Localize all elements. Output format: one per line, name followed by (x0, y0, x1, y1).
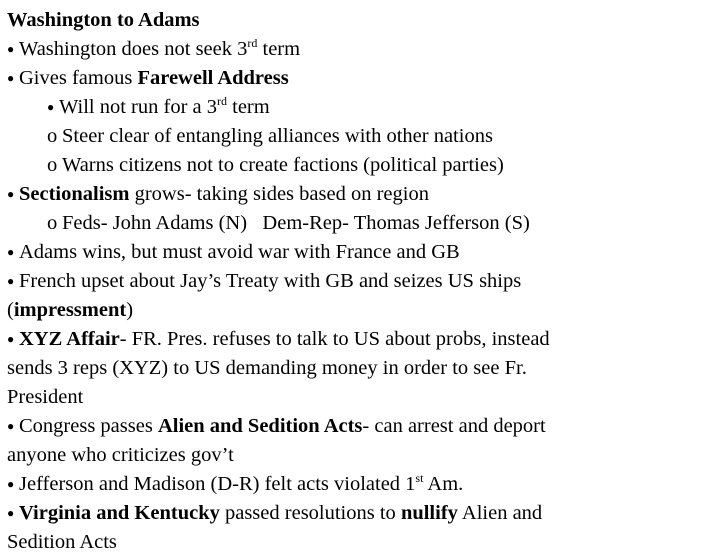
bullet-line-alien-sedition: ● Congress passes Alien and Sedition Acts- can arrest and deport (7, 412, 713, 441)
open-bullet-icon: o (47, 154, 58, 176)
filled-bullet-icon: ● (7, 419, 15, 433)
sub-bullet-alliances: o Steer clear of entangling alliances with other nations (7, 122, 713, 151)
filled-bullet-icon: ● (7, 332, 15, 346)
bullet-line-jefferson-madison: ● Jefferson and Madison (D-R) felt acts violated 1st Am. (7, 470, 713, 499)
bullet-line-adams-wins: ● Adams wins, but must avoid war with France and GB (7, 238, 713, 267)
slide-title: Washington to Adams (7, 9, 200, 31)
slide-text (7, 6, 713, 557)
line-criticizes: anyone who criticizes gov’t (7, 444, 234, 466)
bullet-line-virginia-kentucky: ● Virginia and Kentucky passed resolutions to nullify Alien and (7, 499, 713, 528)
filled-bullet-icon: ● (7, 477, 15, 491)
bullet-line-washington-term: ● Washington does not seek 3rd term (7, 35, 713, 64)
filled-bullet-icon: ● (7, 274, 15, 288)
line-xyz-continued: sends 3 reps (XYZ) to US demanding money in order to see Fr. (7, 357, 527, 379)
filled-bullet-icon: ● (7, 245, 15, 259)
filled-bullet-icon: ● (7, 187, 15, 201)
line-impressment: (impressment) (7, 299, 134, 321)
line-sedition-acts: Sedition Acts (7, 531, 117, 553)
bullet-line-sectionalism: ● Sectionalism grows- taking sides based on region (7, 180, 713, 209)
line-president: President (7, 386, 84, 408)
filled-bullet-icon: ● (7, 42, 15, 56)
sub-bullet-factions: o Warns citizens not to create factions (political parties) (7, 151, 713, 180)
bullet-line-farewell-address: ● Gives famous Farewell Address (7, 64, 713, 93)
filled-bullet-icon: ● (47, 100, 55, 114)
filled-bullet-icon: ● (7, 71, 15, 85)
bullet-line-xyz-affair: ● XYZ Affair- FR. Pres. refuses to talk to US about probs, instead (7, 325, 713, 354)
bullet-line-french-upset: ● French upset about Jay’s Treaty with GB and seizes US ships (7, 267, 713, 296)
filled-bullet-icon: ● (7, 506, 15, 520)
sub-bullet-parties: o Feds- John Adams (N) Dem-Rep- Thomas Jefferson (S) (7, 209, 713, 238)
open-bullet-icon: o (47, 212, 58, 234)
sub-bullet-third-term: ● Will not run for a 3rd term (7, 93, 713, 122)
open-bullet-icon: o (47, 125, 58, 147)
